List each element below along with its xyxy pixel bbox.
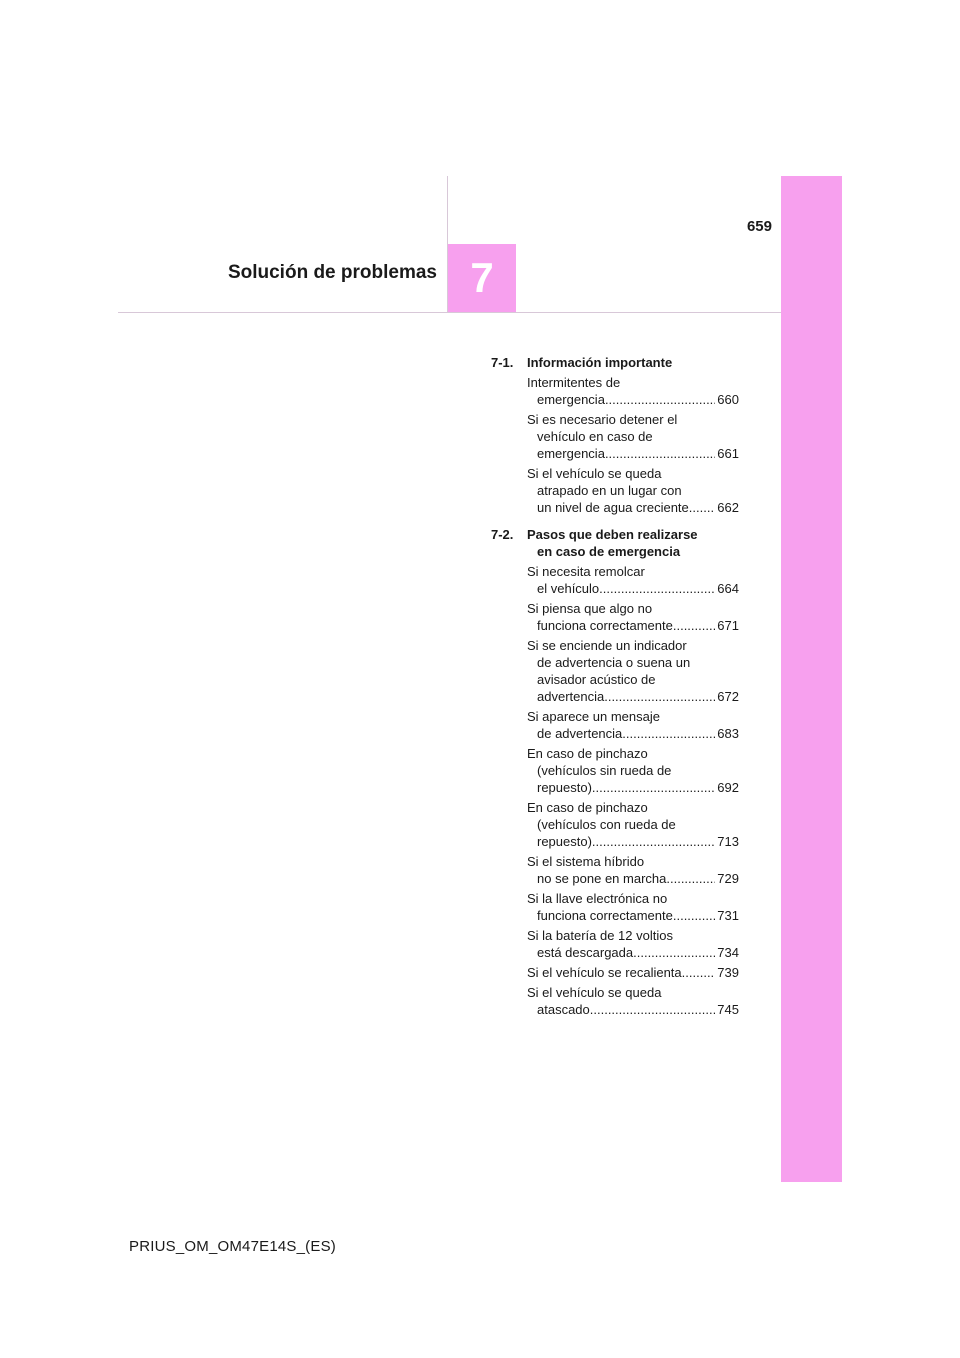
toc-entry-page: 713	[717, 834, 739, 849]
toc-entry[interactable]	[527, 637, 739, 705]
toc-entry-line: (vehículos sin rueda de	[537, 763, 672, 778]
dot-leader	[592, 779, 715, 796]
toc-entry-page: 731	[717, 908, 739, 923]
toc-entry[interactable]	[527, 964, 739, 981]
toc-entry-line: Si la llave electrónica no	[527, 891, 668, 906]
dot-leader	[689, 499, 716, 516]
toc-entry-leader-row	[527, 725, 739, 742]
toc-entry-line: atascado	[537, 1002, 590, 1017]
toc-entry-line: Si la batería de 12 voltios	[527, 928, 673, 943]
chapter-title: Solución de problemas	[227, 262, 437, 283]
toc-entry-line: atrapado en un lugar con	[537, 483, 682, 498]
dot-leader	[605, 391, 715, 408]
toc-entry[interactable]	[527, 890, 739, 924]
dot-leader	[673, 907, 715, 924]
toc-entry-line: Si aparece un mensaje	[527, 709, 660, 724]
toc-entry[interactable]	[527, 799, 739, 850]
toc-entry-line: un nivel de agua creciente	[537, 500, 689, 515]
toc-entry-line: Intermitentes de	[527, 375, 621, 390]
toc-entry-line: emergencia	[537, 446, 605, 461]
toc-entry-line: (vehículos con rueda de	[537, 817, 676, 832]
toc-entry[interactable]	[527, 411, 739, 462]
toc-entry-line: En caso de pinchazo	[527, 746, 648, 761]
toc-entry[interactable]	[527, 853, 739, 887]
toc-entry-line: advertencia	[537, 689, 605, 704]
header-divider-horizontal	[118, 312, 781, 313]
toc-entry-leader-row	[527, 833, 739, 850]
toc-entry-leader-row	[527, 617, 739, 634]
toc-entry-line: repuesto)	[537, 834, 592, 849]
toc-entry-page: 745	[717, 1002, 739, 1017]
toc-entry-line: no se pone en marcha	[537, 871, 667, 886]
toc-entry[interactable]	[527, 600, 739, 634]
toc-entry-page: 662	[717, 500, 739, 515]
toc-entry-page: 683	[717, 726, 739, 741]
toc-entry-line: Si piensa que algo no	[527, 601, 653, 616]
toc-entry-leader-row	[527, 964, 739, 981]
toc-entry-leader-row	[527, 907, 739, 924]
toc-entry-line: repuesto)	[537, 780, 592, 795]
chapter-number-badge	[448, 244, 516, 312]
section-title-line: Pasos que deben realizarse	[527, 527, 698, 542]
toc-entry-leader-row	[527, 580, 739, 597]
dot-leader	[682, 964, 716, 981]
toc-entry-line: funciona correctamente	[537, 618, 673, 633]
toc-entry[interactable]	[527, 708, 739, 742]
section-title	[527, 526, 739, 560]
section-title-line: en caso de emergencia	[537, 544, 681, 559]
dot-leader	[673, 617, 715, 634]
toc-entry-line: funciona correctamente	[537, 908, 673, 923]
dot-leader	[605, 445, 715, 462]
chapter-number: 7	[470, 254, 494, 301]
toc-entry-page: 661	[717, 446, 739, 461]
toc-entry-line: Si se enciende un indicador	[527, 638, 687, 653]
toc-entry-line: avisador acústico de	[537, 672, 656, 687]
dot-leader	[604, 688, 715, 705]
section-title-line: Información importante	[527, 355, 673, 370]
dot-leader	[666, 870, 715, 887]
toc-entry-line: Si es necesario detener el	[527, 412, 678, 427]
document-id: PRIUS_OM_OM47E14S_(ES)	[129, 1238, 336, 1255]
toc-entry-line: Si el vehículo se queda	[527, 985, 662, 1000]
toc-entry[interactable]	[527, 374, 739, 408]
toc-entry-page: 672	[717, 689, 739, 704]
chapter-side-tab	[781, 176, 842, 1182]
toc-section	[491, 354, 739, 516]
toc-entry-line: Si necesita remolcar	[527, 564, 645, 579]
dot-leader	[633, 944, 715, 961]
toc-entry[interactable]	[527, 465, 739, 516]
section-number: 7-2.	[491, 527, 514, 542]
toc-section	[491, 526, 739, 1018]
toc-entry-leader-row	[527, 445, 739, 462]
toc-entry-leader-row	[527, 870, 739, 887]
toc-entry[interactable]	[527, 984, 739, 1018]
toc-entry-leader-row	[527, 944, 739, 961]
toc-entry[interactable]	[527, 745, 739, 796]
toc-entry-page: 664	[717, 581, 739, 596]
toc-entry-leader-row	[527, 1001, 739, 1018]
toc-entry-line: Si el sistema híbrido	[527, 854, 645, 869]
toc-entry[interactable]	[527, 927, 739, 961]
toc-entry-line: el vehículo	[537, 581, 600, 596]
dot-leader	[599, 580, 715, 597]
toc-entry[interactable]	[527, 563, 739, 597]
toc-entry-line: Si el vehículo se recalienta	[527, 965, 682, 980]
toc-entry-line: de advertencia	[537, 726, 623, 741]
dot-leader	[590, 1001, 716, 1018]
toc-entry-page: 660	[717, 392, 739, 407]
page-number: 659	[746, 218, 772, 235]
toc-entry-line: emergencia	[537, 392, 605, 407]
table-of-contents	[491, 354, 739, 1028]
section-title	[527, 354, 739, 371]
toc-entry-page: 729	[717, 871, 739, 886]
section-heading	[491, 354, 739, 371]
toc-entry-line: vehículo en caso de	[537, 429, 653, 444]
section-number: 7-1.	[491, 355, 514, 370]
toc-entry-page: 692	[717, 780, 739, 795]
toc-entry-leader-row	[527, 499, 739, 516]
toc-entry-leader-row	[527, 688, 739, 705]
toc-entry-page: 671	[717, 618, 739, 633]
toc-entry-line: de advertencia o suena un	[537, 655, 691, 670]
toc-entry-leader-row	[527, 391, 739, 408]
dot-leader	[592, 833, 715, 850]
toc-entry-leader-row	[527, 779, 739, 796]
section-heading	[491, 526, 739, 560]
toc-entry-page: 734	[717, 945, 739, 960]
dot-leader	[622, 725, 715, 742]
toc-entry-line: Si el vehículo se queda	[527, 466, 662, 481]
toc-entry-page: 739	[717, 965, 739, 980]
toc-entry-line: En caso de pinchazo	[527, 800, 648, 815]
toc-entry-line: está descargada	[537, 945, 634, 960]
